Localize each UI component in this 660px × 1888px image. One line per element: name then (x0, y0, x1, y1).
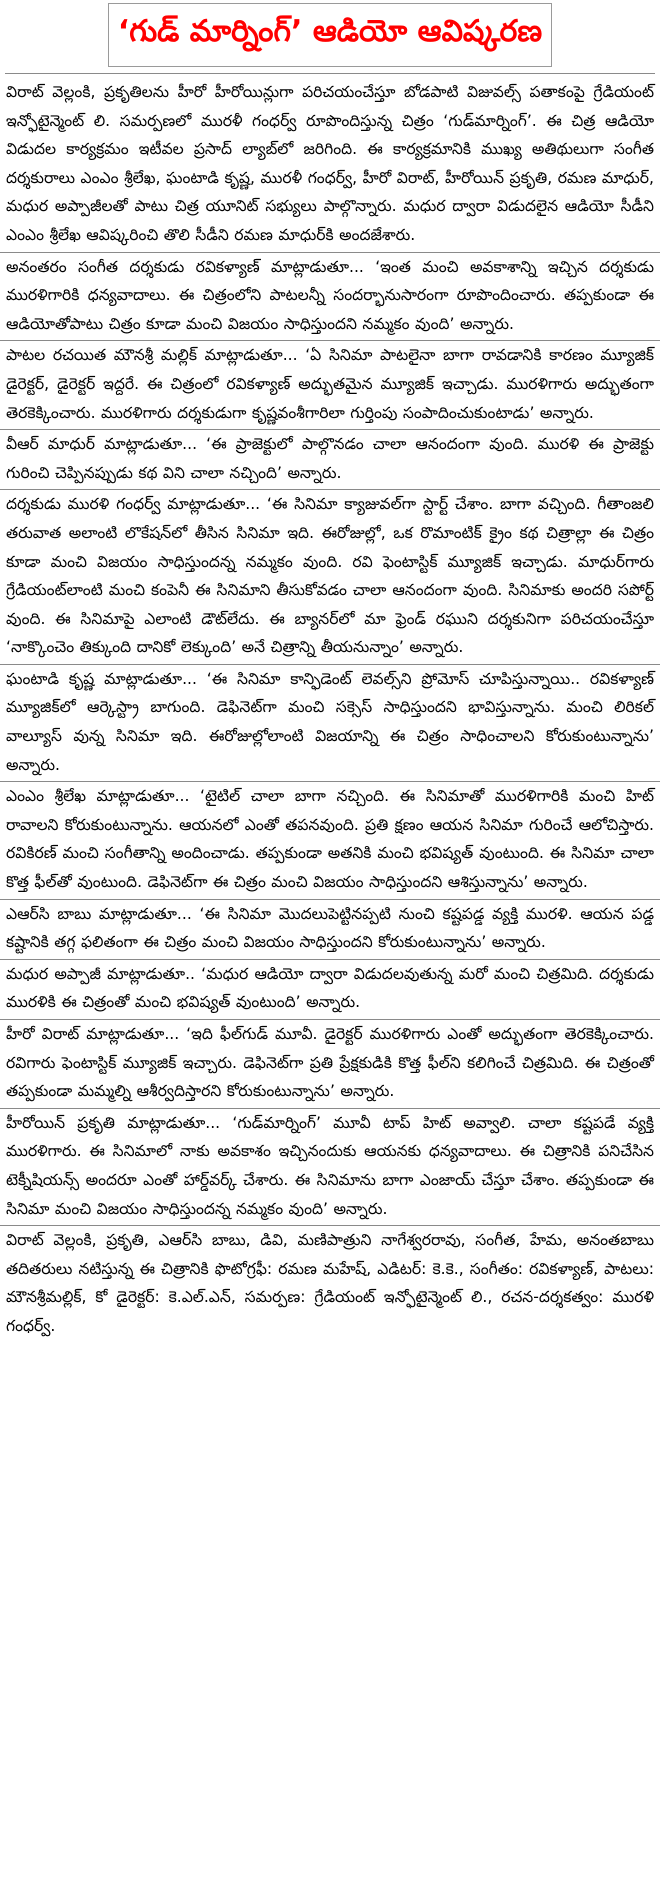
paragraph-mounasri: పాటల రచయిత మౌనశ్రీ మల్లిక్ మాట్లాడుతూ... ‘ఏ సినిమా పాటలైనా బాగా రావడానికి కారణం మ్యూజిక్ డైరెక్టర్, డైరెక్టర్ ఇద్దరే. ఈ చిత్రంలో రవికళ్యాణ్ అద్భుతమైన మ్యూజిక్ ఇచ్చాడు. మురళిగారు అద్భుతంగా తెరకెక్కించారు. మురళిగారు దర్శకుడుగా కృష్ణవంశీగారిలా గుర్తింపు సంపాదించుకుంటాడు’ అన్నారు. (0, 341, 660, 430)
article-body (0, 78, 660, 1343)
paragraph-vr-madhur: వీఆర్ మాధుర్ మాట్లాడుతూ... ‘ఈ ప్రాజెక్టులో పాల్గొనడం చాలా ఆనందంగా వుంది. మురళి ఈ ప్రాజెక్టు గురించి చెప్పినప్పుడు కథ విని చాలా నచ్చింది’ అన్నారు. (0, 430, 660, 490)
paragraph-intro: విరాట్ వెల్లంకి, ప్రకృతిలను హీరో హీరోయిన్లుగా పరిచయంచేస్తూ బోడపాటి విజువల్స్ పతాకంపై గ్రేడియంట్ ఇన్ఫోటైన్మెంట్ లి. సమర్పణలో మురళీ గంధర్వ్ రూపొందిస్తున్న చిత్రం ‘గుడ్‌మార్నింగ్’. ఈ చిత్ర ఆడియో విడుదల కార్యక్రమం ఇటీవల ప్రసాద్ ల్యాబ్‌లో జరిగింది. ఈ కార్యక్రమానికి ముఖ్య అతిథులుగా సంగీత దర్శకురాలు ఎంఎం శ్రీలేఖ, ఘంటాడి కృష్ణ, మురళీ గంధర్వ్, హీరో విరాట్, హీరోయిన్ ప్రకృతి, రమణ మాధుర్, మధుర అప్పాజీలతో పాటు చిత్ర యూనిట్ సభ్యులు పాల్గొన్నారు. మధుర ద్వారా విడుదలైన ఆడియో సీడీని ఎంఎం శ్రీలేఖ ఆవిష్కరించి తొలి సీడీని రమణ మాధుర్‌కి అందజేశారు. (0, 78, 660, 253)
paragraph-ghantadi-krishna: ఘంటాడి కృష్ణ మాట్లాడుతూ... ‘ఈ సినిమా కాన్ఫిడెంట్ లెవల్స్‌ని ప్రోమోస్ చూపిస్తున్నాయి.. రవికళ్యాణ్ మ్యూజిక్‌లో ఆర్కెస్ట్రా బాగుంది. డెఫినెట్‌గా మంచి సక్సెస్ సాధిస్తుందని భావిస్తున్నాను. మంచి లిరికల్ వాల్యూస్ వున్న సినిమా ఇది. ఈరోజుల్లోలాంటి విజయాన్ని ఈ చిత్రం సాధించాలని కోరుకుంటున్నాను’ అన్నారు. (0, 665, 660, 782)
paragraph-heroine-prakruthi: హీరోయిన్ ప్రకృతి మాట్లాడుతూ... ‘గుడ్‌మార్నింగ్’ మూవీ టాప్ హిట్ అవ్వాలి. చాలా కష్టపడే వ్యక్తి మురళిగారు. ఈ సినిమాలో నాకు అవకాశం ఇచ్చినందుకు ఆయనకు ధన్యవాదాలు. ఈ చిత్రానికి పనిచేసిన టెక్నీషియన్స్ అందరూ ఎంతో హార్డ్‌వర్క్ చేశారు. ఈ సినిమాను బాగా ఎంజాయ్ చేస్తూ చేశాం. తప్పకుండా ఈ సినిమా మంచి విజయం సాధిస్తుందన్న నమ్మకం వుంది’ అన్నారు. (0, 1109, 660, 1226)
paragraph-hero-virat: హీరో విరాట్ మాట్లాడుతూ... ‘ఇది ఫీల్‌గుడ్ మూవీ. డైరెక్టర్ మురళిగారు ఎంతో అద్భుతంగా తెరకెక్కించారు. రవిగారు ఫెంటాస్టిక్ మ్యూజిక్ ఇచ్చారు. డెఫినెట్‌గా ప్రతి ప్రేక్షకుడికి కొత్త ఫీల్‌ని కలిగించే చిత్రమిది. ఈ చిత్రంతో తప్పకుండా మమ్మల్ని ఆశీర్వదిస్తారని కోరుకుంటున్నాను’ అన్నారు. (0, 1020, 660, 1109)
paragraph-arc-babu: ఎఆర్‌సి బాబు మాట్లాడుతూ... ‘ఈ సినిమా మొదలుపెట్టినప్పటి నుంచి కష్టపడ్డ వ్యక్తి మురళి. ఆయన పడ్డ కష్టానికి తగ్గ ఫలితంగా ఈ చిత్రం మంచి విజయం సాధిస్తుందని కోరుకుంటున్నాను’ అన్నారు. (0, 900, 660, 960)
paragraph-director-murali: దర్శకుడు మురళి గంధర్వ్ మాట్లాడుతూ... ‘ఈ సినిమా క్యాజువల్‌గా స్టార్ట్ చేశాం. బాగా వచ్చింది. గీతాంజలి తరువాత అలాంటి లొకేషన్‌లో తీసిన సినిమా ఇది. ఈరోజుల్లో, ఒక రొమాంటిక్ క్రైం కథ చిత్రాల్లా ఈ చిత్రం కూడా మంచి విజయం సాధిస్తుందన్న నమ్మకం వుంది. రవి ఫెంటాస్టిక్ మ్యూజిక్ ఇచ్చాడు. మాధుర్‌గారు గ్రేడియంట్‌లాంటి మంచి కంపెనీ ఈ సినిమాని తీసుకోవడం చాలా ఆనందంగా వుంది. సినిమాకు అందరి సపోర్ట్ వుంది. ఈ సినిమాపై ఎలాంటి డౌట్‌లేదు. ఈ బ్యానర్‌లో మా ఫ్రెండ్ రఘుని దర్శకునిగా పరిచయంచేస్తూ ‘నాక్కొంచెం తిక్కుంది దానికో లెక్కుంది’ అనే చిత్రాన్ని తీయనున్నాం’ అన్నారు. (0, 490, 660, 665)
headline-box (108, 3, 552, 67)
paragraph-credits: విరాట్ వెల్లంకి, ప్రకృతి, ఎఆర్‌సి బాబు, డివి, మణిపాత్రుని నాగేశ్వరరావు, సంగీత, హేమ, అనంతబాబు తదితరులు నటిస్తున్న ఈ చిత్రానికి ఫొటోగ్రఫీ: రమణ మహేష్, ఎడిటర్: కె.కె., సంగీతం: రవికళ్యాణ్, పాటలు: మౌనశ్రీమల్లిక్, కో డైరెక్టర్: కె.ఎల్.ఎన్, సమర్పణ: గ్రేడియంట్ ఇన్ఫోటైన్మెంట్ లి., రచన-దర్శకత్వం: మురళి గంధర్వ్. (6, 1231, 654, 1335)
paragraph-madhura-appaji: మధుర అప్పాజీ మాట్లాడుతూ.. ‘మధుర ఆడియో ద్వారా విడుదలవుతున్న మరో మంచి చిత్రమిది. దర్శకుడు మురళికి ఈ చిత్రంతో మంచి భవిష్యత్ వుంటుంది’ అన్నారు. (0, 960, 660, 1020)
headline-divider (5, 73, 655, 74)
paragraph-sri-lekha: ఎంఎం శ్రీలేఖ మాట్లాడుతూ... ‘టైటిల్ చాలా బాగా నచ్చింది. ఈ సినిమాతో మురళిగారికి మంచి హిట్ రావాలని కోరుకుంటున్నాను. ఆయనలో ఎంతో తపనవుంది. ప్రతి క్షణం ఆయన సినిమా గురించే ఆలోచిస్తారు. రవికిరణ్ మంచి సంగీతాన్ని అందించాడు. తప్పకుండా అతనికి మంచి భవిష్యత్ వుంటుంది. ఈ సినిమా చాలా కొత్త ఫీల్‌తో వుంటుంది. డెఫినెట్‌గా ఈ చిత్రం మంచి విజయం సాధిస్తుందని ఆశిస్తున్నాను’ అన్నారు. (0, 782, 660, 899)
paragraph-ravikalyan: అనంతరం సంగీత దర్శకుడు రవికళ్యాణ్ మాట్లాడుతూ... ‘ఇంత మంచి అవకాశాన్ని ఇచ్చిన దర్శకుడు మురళిగారికి ధన్యవాదాలు. ఈ చిత్రంలోని పాటలన్నీ సందర్భానుసారంగా రూపొందించారు. తప్పకుండా ఈ ఆడియోతోపాటు చిత్రం కూడా మంచి విజయం సాధిస్తుందని నమ్మకం వుంది’ అన్నారు. (0, 253, 660, 342)
headline: ‘గుడ్ మార్నింగ్’ ఆడియో ఆవిష్కరణ (117, 14, 543, 49)
